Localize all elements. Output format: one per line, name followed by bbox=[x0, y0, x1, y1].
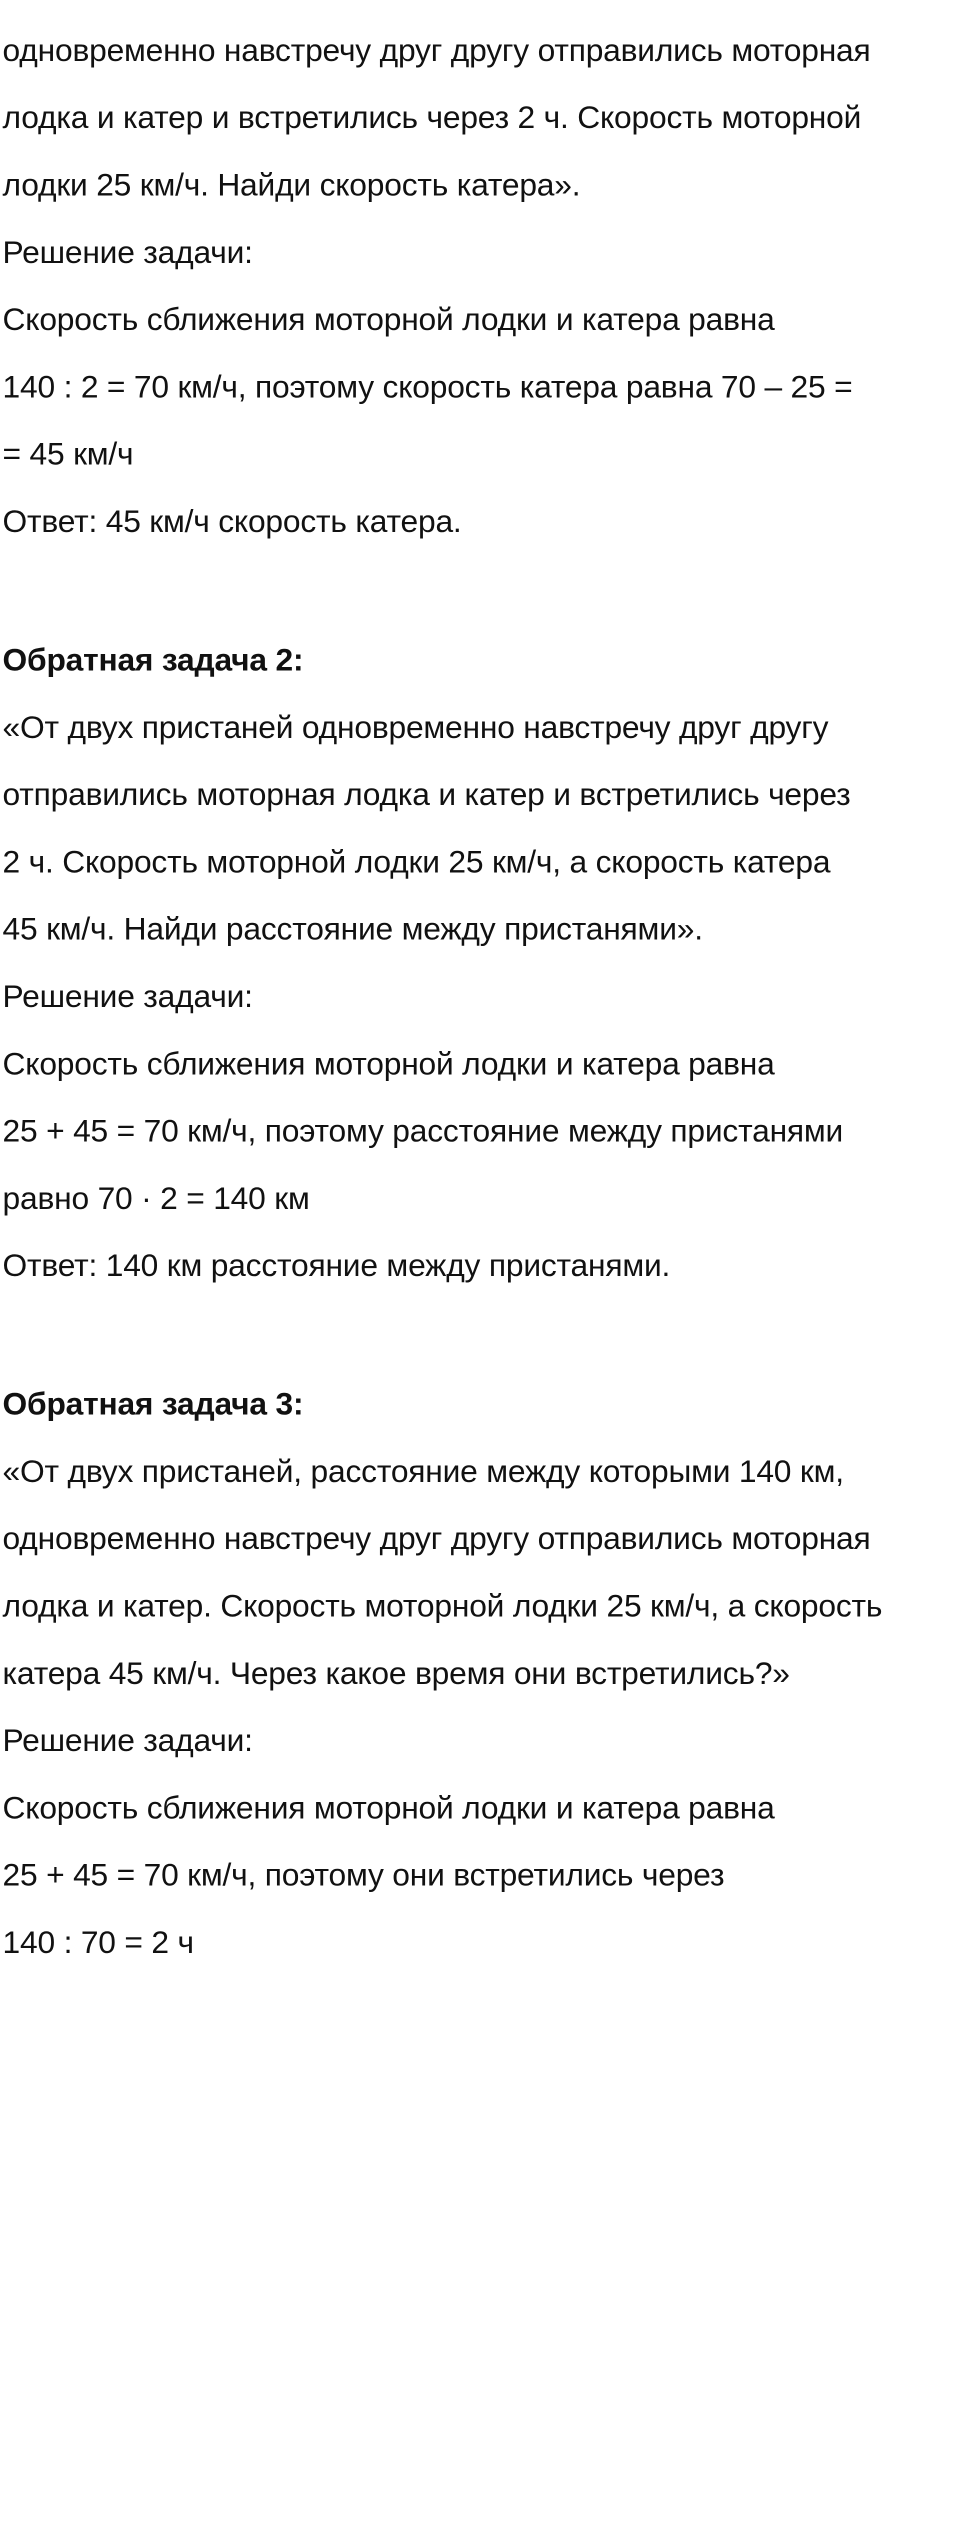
text-line: 25 + 45 = 70 км/ч, поэтому расстояние между пристанями bbox=[2, 1113, 844, 1150]
text-line: 140 : 2 = 70 км/ч, поэтому скорость катера равна 70 – 25 = bbox=[2, 369, 853, 406]
text-line: 25 + 45 = 70 км/ч, поэтому они встретились через bbox=[2, 1857, 725, 1894]
text-line: равно 70 · 2 = 140 км bbox=[2, 1180, 310, 1217]
text-line: Скорость сближения моторной лодки и катера равна bbox=[2, 1790, 775, 1826]
text-line: одновременно навстречу друг другу отправились моторная bbox=[2, 33, 871, 69]
solution-label: Решение задачи: bbox=[2, 979, 253, 1015]
solution-label: Решение задачи: bbox=[2, 1723, 253, 1759]
text-line: катера 45 км/ч. Через какое время они встретились?» bbox=[2, 1655, 790, 1692]
problem-heading: Обратная задача 2: bbox=[2, 642, 304, 679]
text-line: лодка и катер. Скорость моторной лодки 25 км/ч, а скорость bbox=[2, 1588, 883, 1625]
text-line: 2 ч. Скорость моторной лодки 25 км/ч, а скорость катера bbox=[2, 844, 831, 880]
text-line: лодки 25 км/ч. Найди скорость катера». bbox=[2, 167, 581, 204]
text-line: отправились моторная лодка и катер и встретились через bbox=[2, 777, 851, 813]
text-line: «От двух пристаней одновременно навстречу друг другу bbox=[2, 709, 829, 746]
text-line: «От двух пристаней, расстояние между которыми 140 км, bbox=[2, 1453, 844, 1490]
text-line: 45 км/ч. Найди расстояние между пристанями». bbox=[2, 911, 703, 948]
text-line: = 45 км/ч bbox=[2, 436, 134, 473]
text-line: одновременно навстречу друг другу отправились моторная bbox=[2, 1521, 871, 1557]
solution-label: Решение задачи: bbox=[2, 234, 253, 271]
answer-line: Ответ: 140 км расстояние между пристанями. bbox=[2, 1248, 671, 1284]
answer-line: Ответ: 45 км/ч скорость катера. bbox=[2, 504, 462, 540]
text-line: 140 : 70 = 2 ч bbox=[2, 1925, 194, 1961]
text-line: лодка и катер и встретились через 2 ч. Скорость моторной bbox=[2, 100, 862, 136]
problem-heading: Обратная задача 3: bbox=[2, 1386, 304, 1423]
text-line: Скорость сближения моторной лодки и катера равна bbox=[2, 302, 775, 338]
text-line: Скорость сближения моторной лодки и катера равна bbox=[2, 1046, 775, 1082]
